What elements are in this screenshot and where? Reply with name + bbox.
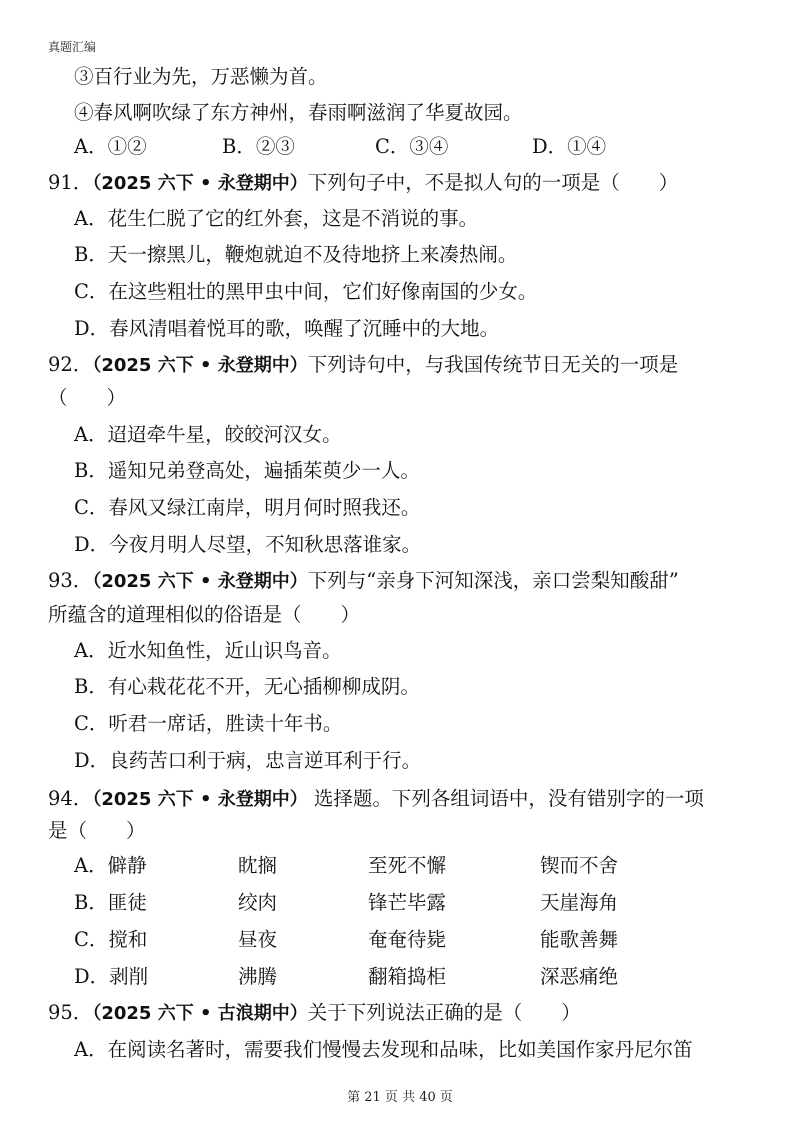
- q91-option-c: C．在这些粗壮的黑甲虫中间，它们好像南国的少女。: [74, 280, 538, 303]
- question-text: 下列诗句中，与我国传统节日无关的一项是: [307, 353, 679, 376]
- question-92-stem: [48, 352, 678, 379]
- q94-grid-cell: B．匪徒: [74, 891, 147, 914]
- q94-grid-cell: 锲而不舍: [540, 854, 619, 877]
- question-text: 下列句子中，不是拟人句的一项是（ ）: [307, 171, 679, 194]
- question-text: 下列与“亲身下河知深浅，亲口尝梨知酸甜”: [307, 569, 679, 592]
- q94-grid-cell: C．搅和: [74, 928, 148, 951]
- q94-grid-cell: 绞肉: [238, 891, 278, 914]
- q94-grid-cell: 沸腾: [238, 965, 278, 988]
- question-92-stem-cont: （ ）: [48, 386, 127, 409]
- question-94-stem: [48, 786, 704, 813]
- prev-option-a: A．①②: [74, 135, 147, 158]
- question-source-tag: （2025 六下 • 永登期中）: [92, 571, 308, 592]
- q94-grid-cell: D．剥削: [74, 965, 149, 988]
- q92-option-c: C．春风又绿江南岸，明月何时照我还。: [74, 496, 421, 519]
- question-95-stem: [48, 1000, 581, 1027]
- question-source-tag: （2025 六下 • 古浪期中）: [92, 1003, 308, 1024]
- question-text: 关于下列说法正确的是（ ）: [307, 1001, 581, 1024]
- q93-option-a: A．近水知鱼性，近山识鸟音。: [74, 639, 342, 662]
- q94-grid-cell: 能歌善舞: [540, 928, 619, 951]
- question-number: 95．: [48, 1001, 93, 1024]
- prev-item-4: ④春风啊吹绿了东方神州，春雨啊滋润了华夏故园。: [74, 101, 523, 124]
- q92-option-a: A．迢迢牵牛星，皎皎河汉女。: [74, 423, 342, 446]
- prev-item-3: ③百行业为先，万恶懒为首。: [74, 65, 328, 88]
- question-text: 选择题。下列各组词语中，没有错别字的一项: [307, 787, 704, 810]
- question-number: 92．: [48, 353, 93, 376]
- question-source-tag: （2025 六下 • 永登期中）: [92, 789, 308, 810]
- question-number: 91．: [48, 171, 93, 194]
- q91-option-b: B．天一擦黑儿，鞭炮就迫不及待地挤上来凑热闹。: [74, 243, 518, 266]
- q94-grid-cell: 天崖海角: [540, 891, 619, 914]
- q94-grid-cell: 奄奄待毙: [368, 928, 447, 951]
- q94-grid-cell: 深恶痛绝: [540, 965, 619, 988]
- q94-grid-cell: A．僻静: [74, 854, 147, 877]
- q91-option-d: D．春风清唱着悦耳的歌，唤醒了沉睡中的大地。: [74, 317, 500, 340]
- question-93-stem-cont: 所蕴含的道理相似的俗语是（ ）: [48, 603, 361, 626]
- question-source-tag: （2025 六下 • 永登期中）: [92, 173, 308, 194]
- question-91-stem: [48, 170, 678, 197]
- q94-grid-cell: 翻箱捣柜: [368, 965, 447, 988]
- q93-option-c: C．听君一席话，胜读十年书。: [74, 712, 343, 735]
- prev-option-c: C．③④: [375, 135, 449, 158]
- page-header: 真题汇编: [48, 40, 97, 54]
- question-number: 93．: [48, 569, 93, 592]
- q91-option-a: A．花生仁脱了它的红外套，这是不消说的事。: [74, 207, 479, 230]
- q94-grid-cell: 昼夜: [238, 928, 278, 951]
- page-footer: 第 21 页 共 40 页: [347, 1090, 453, 1105]
- q94-grid-cell: 锋芒毕露: [368, 891, 447, 914]
- prev-option-b: B．②③: [222, 135, 295, 158]
- q95-option-a: A．在阅读名著时，需要我们慢慢去发现和品味，比如美国作家丹尼尔笛: [74, 1038, 693, 1061]
- q94-grid-cell: 至死不懈: [368, 854, 447, 877]
- q93-option-d: D．良药苦口利于病，忠言逆耳利于行。: [74, 749, 422, 772]
- q94-grid-cell: 眈搁: [238, 854, 278, 877]
- q92-option-b: B．遥知兄弟登高处，遍插茱萸少一人。: [74, 459, 420, 482]
- prev-option-d: D．①④: [532, 135, 607, 158]
- q93-option-b: B．有心栽花花不开，无心插柳柳成阴。: [74, 675, 420, 698]
- q92-option-d: D．今夜月明人尽望，不知秋思落谁家。: [74, 533, 422, 556]
- question-93-stem: [48, 568, 679, 595]
- question-source-tag: （2025 六下 • 永登期中）: [92, 355, 308, 376]
- question-number: 94．: [48, 787, 93, 810]
- question-94-stem-cont: 是（ ）: [48, 819, 146, 842]
